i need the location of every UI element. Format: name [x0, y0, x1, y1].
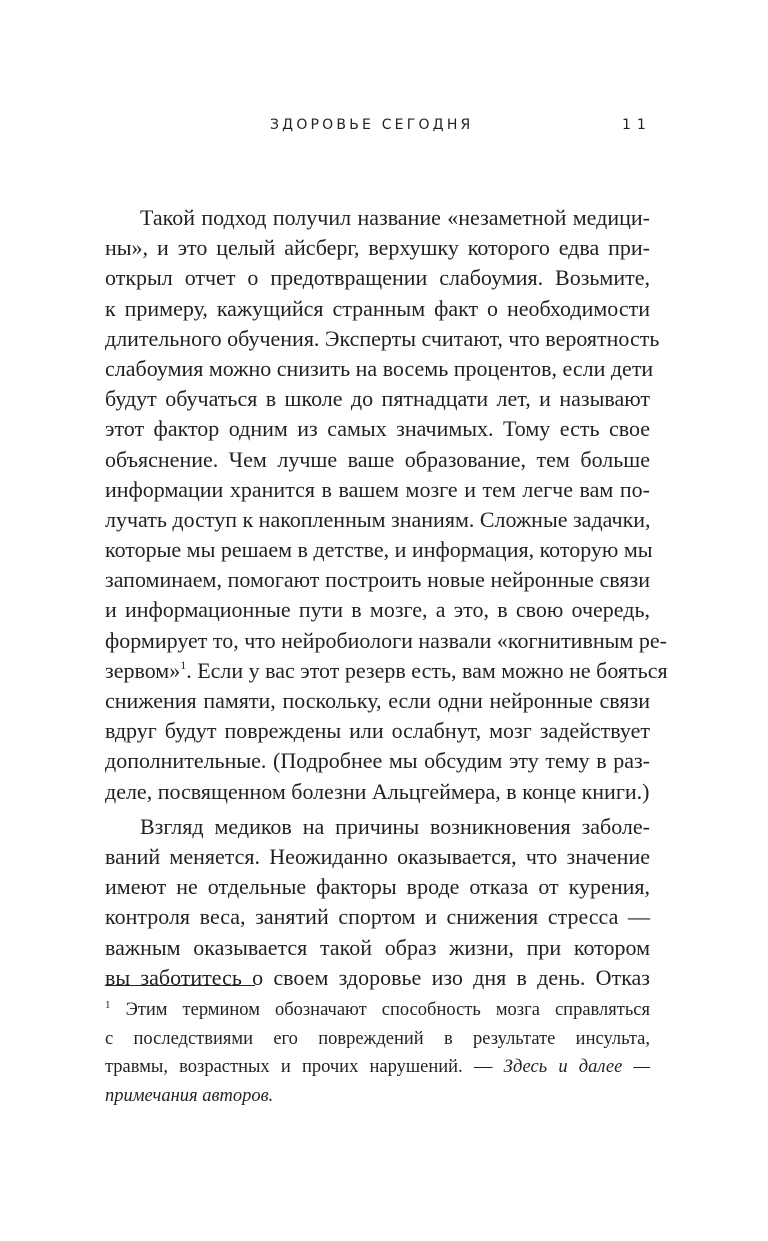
text-line: информации хранится в вашем мозге и тем легче вам по- — [105, 476, 650, 502]
text-line: ваний меняется. Неожиданно оказывается, что значение — [105, 843, 650, 869]
footnote-line — [105, 1053, 650, 1082]
text-line: длительного обучения. Эксперты считают, что вероятность — [105, 325, 660, 351]
footnote — [105, 996, 650, 1110]
text-line-with-footnote-ref — [105, 656, 668, 686]
text-line: к примеру, кажущийся странным факт о необходимости — [105, 295, 650, 321]
text-line: Взгляд медиков на причины возникновения заболе- — [140, 813, 650, 839]
text-line: деле, посвященном болезни Альцгеймера, в конце книги.) — [105, 778, 650, 804]
running-head-title: ЗДОРОВЬЕ СЕГОДНЯ — [270, 117, 474, 133]
text-line: вы заботитесь о своем здоровье изо дня в день. Отказ — [105, 964, 650, 990]
text-line: и информационные пути в мозге, а это, в свою очередь, — [105, 597, 650, 623]
footnote-line: с последствиями его повреждений в результате инсульта, — [105, 1028, 650, 1049]
text-line: формирует то, что нейробиологи назвали «когнитивным ре- — [105, 627, 667, 653]
text-line: слабоумия можно снизить на восемь процентов, если дети — [105, 355, 654, 381]
page-number: 11 — [622, 117, 652, 133]
text-line: снижения памяти, поскольку, если одни нейронные связи — [105, 688, 650, 713]
text-line: Такой подход получил название «незаметной медици- — [140, 205, 650, 230]
text-line: лучать доступ к накопленным знаниям. Сложные задачки, — [105, 506, 651, 532]
footnote-reference: 1 — [180, 657, 187, 672]
text-line: вдруг будут повреждены или ослабнут, мозг задействует — [105, 718, 650, 744]
text-line: имеют не отдельные факторы вроде отказа от курения, — [105, 874, 650, 900]
text-line: дополнительные. (Подробнее мы обсудим эту тему в раз- — [105, 748, 650, 774]
text-line: контроля веса, занятий спортом и снижения стресса — — [105, 904, 650, 930]
footnote-marker: 1 — [105, 999, 111, 1011]
text-fragment: зервом» — [105, 657, 181, 683]
text-line: этот фактор одним из самых значимых. Тому есть свое — [105, 416, 650, 442]
footnote-line — [105, 996, 650, 1025]
body-text — [105, 203, 668, 993]
text-line: ны», и это целый айсберг, верхушку которого едва при- — [105, 235, 650, 261]
text-line: открыл отчет о предотвращении слабоумия. Возьмите, — [105, 265, 650, 291]
footnote-text: травмы, возрастных и прочих нарушений. — — [105, 1057, 504, 1077]
text-line: объяснение. Чем лучше ваше образование, тем больше — [105, 446, 650, 472]
text-line: которые мы решаем в детстве, и информация, которую мы — [105, 537, 653, 563]
footnote-line: примечания авторов. — [105, 1085, 274, 1106]
footnote-divider — [105, 985, 255, 986]
footnote-text: Этим термином обозначают способность мозга справляться — [125, 1000, 651, 1020]
text-line: важным оказывается такой образ жизни, при котором — [105, 934, 650, 960]
text-line: запоминаем, помогают построить новые нейронные связи — [105, 567, 650, 593]
text-line: будут обучаться в школе до пятнадцати лет, и называют — [105, 386, 650, 412]
footnote-italic-text: Здесь и далее — — [503, 1057, 650, 1077]
text-fragment: . Если у вас этот резерв есть, вам можно не бояться — [186, 657, 668, 683]
